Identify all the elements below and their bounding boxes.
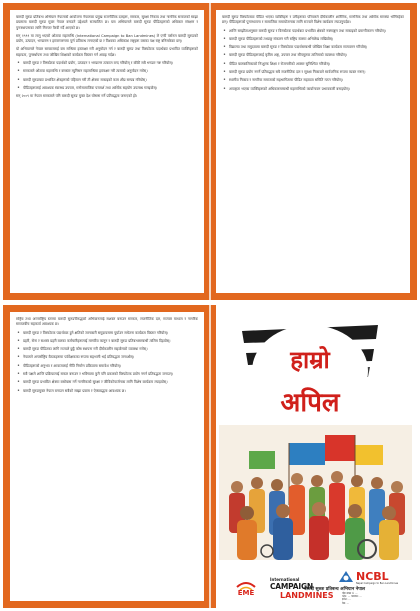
ncbl-email-line: इमेल: ...	[342, 598, 351, 602]
cover-title-line1: हाम्रो	[290, 345, 330, 374]
icbl-logo-line1: International	[270, 577, 300, 582]
list-item: • विद्यालय तथा समुदायमा बारुदी सुरुङ र विस्फोटक पदार्थसम्बन्धी जोखिम शिक्षा कार्यक्रम सञ्चालन गरियोस्।	[222, 45, 404, 50]
list-item: • बारुदी सुरुङ पीडितहरूको तथ्याङ्क संकलन गरी राष्ट्रिय स्तरमा अभिलेख राखियोस्।	[222, 37, 404, 42]
crowd-illustration	[219, 425, 412, 560]
closing-paragraph: सन् २००९ मा नेपाल सरकारले पनि बारुदी सुरुङ मुक्त देश घोषणा गर्ने प्रतिबद्धता जनाएको हो।	[16, 94, 138, 99]
ncbl-logo-name: NCBL	[356, 570, 389, 583]
brochure-inside-sheet	[3, 3, 417, 300]
fold-line	[209, 3, 211, 300]
paragraph: बारुदी सुरुङ विस्फोटबाट पीडित भएका व्यक्तिहरू र उनीहरूका परिवारले दीर्घकालीन शारीरिक, मानसिक तथा आर्थिक समस्या भोगिरहेका छन्। पीडितहरूको पुनःस्थापना र सामाजिक समायोजनका लागि राज्यले विशेष कार्यक्रम ल्याउनुपर्दछ।	[222, 15, 404, 25]
ncbl-organization-name: बारुदी सुरुङ प्रतिबन्ध अभियान नेपाल	[304, 587, 366, 592]
cover-title	[240, 313, 380, 423]
list-item: • पीडितहरूको अनुभव र आवाजलाई नीति निर्माण प्रक्रियामा समावेश गरियोस्।	[16, 364, 198, 369]
list-item: • सरकारले ओटावा महासन्धि र क्लस्टर म्युनिसन महासन्धिमा हस्ताक्षर गरी त्यसको अनुमोदन गरोस्।	[16, 69, 198, 74]
cover-title-line2: अपिल	[280, 388, 340, 418]
list-item: • शान्ति सम्झौताअनुसार बारुदी सुरुङ र विस्फोटक पदार्थबाट प्रभावित क्षेत्रको नक्साङ्कन तथा सफाइको प्रमाणीकरण गरियोस्।	[222, 29, 404, 34]
icbl-logo-line2: CAMPAIGN	[270, 582, 314, 591]
list-item: • बारुदी सुरुङ र विस्फोटक पदार्थबाट हुने क्षतिको जानकारी समुदायसम्म पुर्याउन सचेतना कार्यक्रम विस्तार गरियोस्।	[16, 331, 198, 336]
paragraph: राष्ट्रिय तथा अन्तर्राष्ट्रिय स्तरमा बारुदी सुरुङविरुद्धको अभियानलाई सशक्त बनाउन सरकार, राजनीतिक दल, सञ्चार माध्यम र नागरिक समाजबीच सहकार्य आवश्यक छ।	[16, 317, 198, 327]
ncbl-logo-subtitle: Nepal Campaign to Ban Landmines	[356, 582, 399, 585]
eme-logo-text: EME	[237, 589, 255, 597]
brochure-outside-sheet	[3, 305, 417, 608]
ncbl-web-line: वेब: ...	[342, 601, 350, 605]
icbl-logo-line3: LANDMINES	[280, 591, 334, 600]
cover-panel	[216, 305, 417, 608]
list-item: • पीडित बालबालिकाको निःशुल्क शिक्षा र रोजगारीको अवसर सुनिश्चित गरियोस्।	[222, 62, 404, 67]
ncbl-address-line: पोष्ट बक्स नं. ...	[342, 592, 358, 595]
paragraph: सन् १९९९ मा लागू भएको ओटावा महासन्धि (International Campaign to Ban Landmines) ले एन्टी पर्सनल बारुदी सुरुङको प्रयोग, उत्पादन, भण्डारण र हस्तान्तरणमा पूर्ण प्रतिबन्ध लगाएको छ र विश्वका अधिकांश राष्ट्रहरू यसका पक्ष राष्ट्र बनिसकेका छन्।	[16, 33, 198, 44]
list-item: • स्थानीय निकाय र नागरिक समाजको सहभागितामा पीडित सहायता समिति गठन गरियोस्।	[222, 78, 404, 83]
ncbl-logo-block	[304, 570, 416, 608]
list-item: • बारुदी सुरुङ प्रभावित क्षेत्रमा बसोबास गर्ने नागरिकको सुरक्षा र जीविकोपार्जनका लागि विशेष कार्यक्रम ल्याइयोस्।	[16, 380, 198, 385]
list-item: • बारुदी सुरुङ र विष्फोटक पदार्थको प्रयोग, उत्पादन र भण्डारण तत्काल बन्द गरियोस् र बाँकी सबै भण्डार नष्ट गरियोस्।	[16, 61, 198, 66]
list-item: • पीडितहरूलाई आवश्यक स्वास्थ्य उपचार, मनोसामाजिक परामर्श तथा आर्थिक सहयोग उपलब्ध गराइयोस्।	[16, 86, 198, 91]
list-item: • अपाङ्गता भएका व्यक्तिहरूको अधिकारसम्बन्धी महासन्धिको कार्यान्वयन प्रभावकारी बनाइयोस्।	[222, 87, 404, 92]
bullet-list	[222, 29, 404, 92]
ncbl-emblem-icon	[338, 570, 354, 584]
list-item: • बारुदी सुरुङमुक्त नेपाल बनाउन सबैको साझा प्रयास र ऐक्यबद्धता आवश्यक छ।	[16, 389, 198, 394]
list-item: • बारुदी सुरुङबाट प्रभावित क्षेत्रहरूको पहिचान गरी ती क्षेत्रमा सफाइको काम शीघ्र सम्पन्न गरियोस्।	[16, 78, 198, 83]
list-item: • बारुदी सुरुङ प्रयोग नगर्ने प्रतिबद्धता सबै राजनीतिक दल र सुरक्षा निकायले सार्वजनिक रूपमा व्यक्त गरून्।	[222, 70, 404, 75]
fold-line	[209, 305, 211, 608]
panel-top-left-text	[16, 15, 198, 288]
list-item: • सबै पक्षले शान्ति प्रक्रियालाई सफल बनाउन र भविष्यमा कुनै पनि प्रकारको विस्फोटक प्रयोग नगर्न प्रतिबद्धता जनाउन्।	[16, 372, 198, 377]
bullet-list	[16, 61, 198, 91]
list-item: • नेपालले अन्तर्राष्ट्रिय बैठकहरूमा पर्यवेक्षकका रूपमा सहभागी भई प्रतिबद्धता जनाओस्।	[16, 355, 198, 360]
ncbl-phone-line: फोन: ... फ्याक्स: ...	[342, 595, 363, 599]
paragraph: बारुदी सुरुङ प्रतिबन्ध अभियान नेपालको आयोजना नेपालका प्रमुख राजनीतिक दलहरू, सरकार, सुरक्षा निकाय तथा नागरिक समाजको साझा प्रयासमा बारुदी सुरुङ मुक्त नेपाल बनाउने उद्देश्यले सञ्चालित छ। यस अभियानले बारुदी सुरुङ पीडितहरूको अधिकार संरक्षण र पुनःस्थापनाका लागि निरन्तर पैरवी गर्दै आएको छ।	[16, 15, 198, 30]
paragraph: यो अभियानले नेपाल सरकारलाई यस सन्धिमा हस्ताक्षर गरी अनुमोदन गर्न र बारुदी सुरुङ तथा विस्फोटक पदार्थबाट प्रभावित व्यक्तिहरूको सहायता, पुनर्स्थापना तथा जोखिम शिक्षाको कार्यक्रम विस्तार गर्न आग्रह गर्दछ।	[16, 47, 198, 57]
panel-bottom-left	[10, 312, 204, 601]
panel-top-left	[10, 10, 204, 293]
panel-bottom-left-text	[16, 317, 198, 596]
panel-top-right	[216, 10, 410, 293]
panel-top-right-text	[222, 15, 404, 288]
bullet-list	[16, 331, 198, 394]
ncbl-contact-info	[342, 592, 417, 605]
list-item: • प्रहरी, सेना र सशस्त्र प्रहरी बलका कर्मचारीहरूलाई मानवीय कानून र बारुदी सुरुङ प्रतिबन्धसम्बन्धी तालिम दिइयोस्।	[16, 339, 198, 344]
list-item: • बारुदी सुरुङ पीडितहरूलाई कृत्रिम अङ्ग, उपचार तथा सीपमूलक तालिमको व्यवस्था गरियोस्।	[222, 53, 404, 58]
list-item: • बारुदी सुरुङ पीडितका लागि राज्यले छुट्टै कोष स्थापना गरी दीर्घकालीन सहयोगको व्यवस्था गरोस्।	[16, 347, 198, 352]
